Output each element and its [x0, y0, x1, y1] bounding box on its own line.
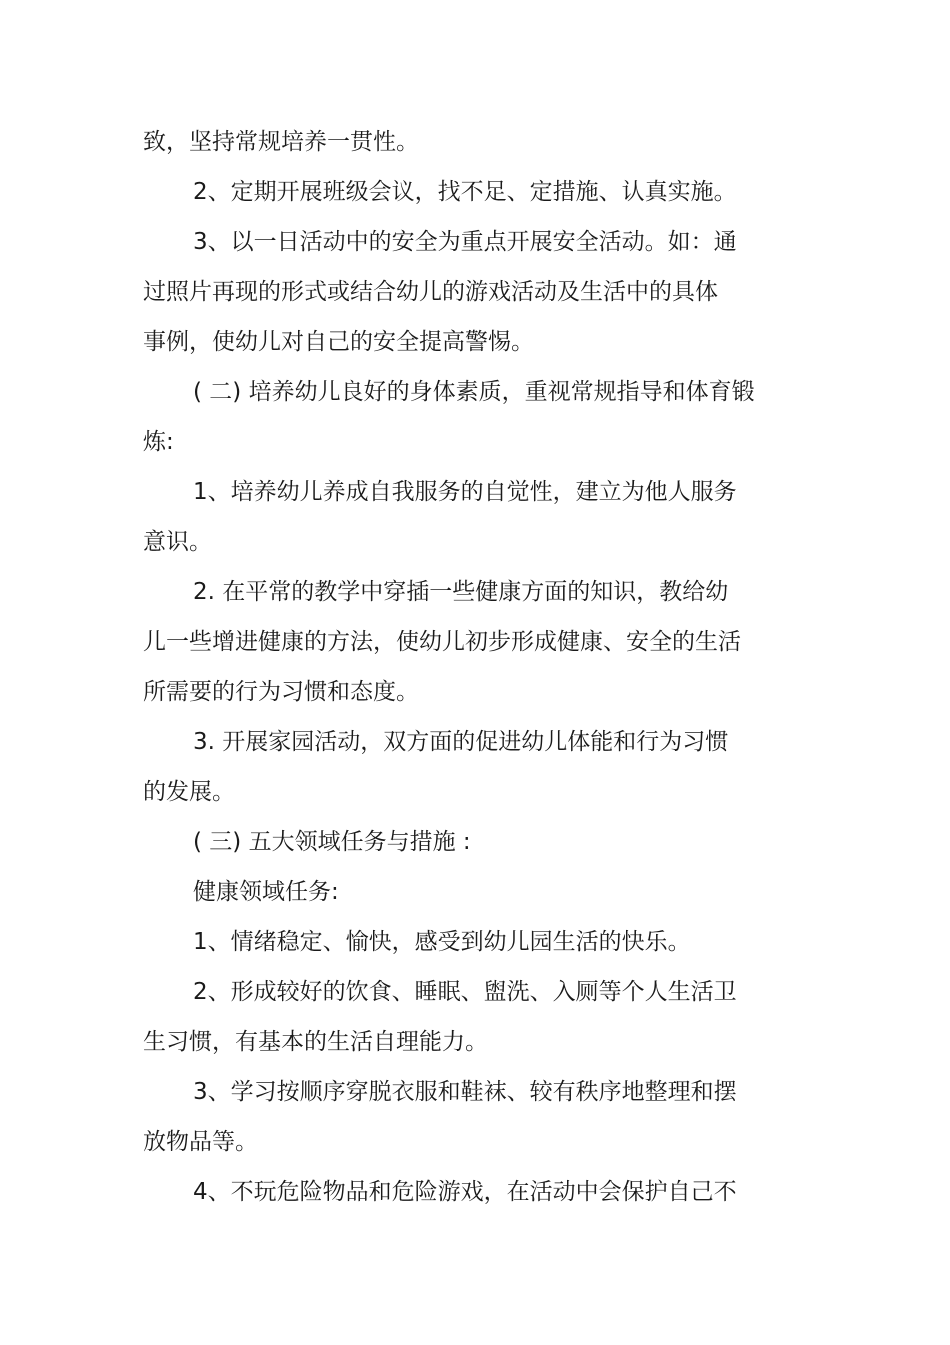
text-line: 1、情绪稳定、愉快，感受到幼儿园生活的快乐。 — [193, 929, 691, 955]
text-line: 2、形成较好的饮食、睡眠、盥洗、入厕等个人生活卫 — [193, 979, 737, 1005]
text-line: 炼: — [143, 429, 174, 455]
text-line: 3. 开展家园活动，双方面的促进幼儿体能和行为习惯 — [193, 729, 729, 755]
text-line: 致，坚持常规培养一贯性。 — [143, 129, 419, 155]
text-line: 3、学习按顺序穿脱衣服和鞋袜、较有秩序地整理和摆 — [193, 1079, 737, 1105]
text-line: 意识。 — [143, 529, 212, 555]
section-heading: ( 二) 培养幼儿良好的身体素质，重视常规指导和体育锻 — [193, 379, 755, 405]
text-line: 的发展。 — [143, 779, 235, 805]
text-line: 2. 在平常的教学中穿插一些健康方面的知识，教给幼 — [193, 579, 729, 605]
text-line: 3、以一日活动中的安全为重点开展安全活动。如：通 — [193, 229, 737, 255]
text-line: 事例，使幼儿对自己的安全提高警惕。 — [143, 329, 534, 355]
text-line: 生习惯，有基本的生活自理能力。 — [143, 1029, 488, 1055]
text-line: 4、不玩危险物品和危险游戏，在活动中会保护自己不 — [193, 1179, 737, 1205]
text-line: 2、定期开展班级会议，找不足、定措施、认真实施。 — [193, 179, 737, 205]
text-line: 所需要的行为习惯和态度。 — [143, 679, 419, 705]
section-heading: ( 三) 五大领域任务与措施 : — [193, 829, 471, 855]
subheading: 健康领域任务: — [193, 879, 339, 905]
text-line: 1、培养幼儿养成自我服务的自觉性，建立为他人服务 — [193, 479, 737, 505]
text-line: 儿一些增进健康的方法，使幼儿初步形成健康、安全的生活 — [143, 629, 741, 655]
text-line: 放物品等。 — [143, 1129, 258, 1155]
text-line: 过照片再现的形式或结合幼儿的游戏活动及生活中的具体 — [143, 279, 718, 305]
